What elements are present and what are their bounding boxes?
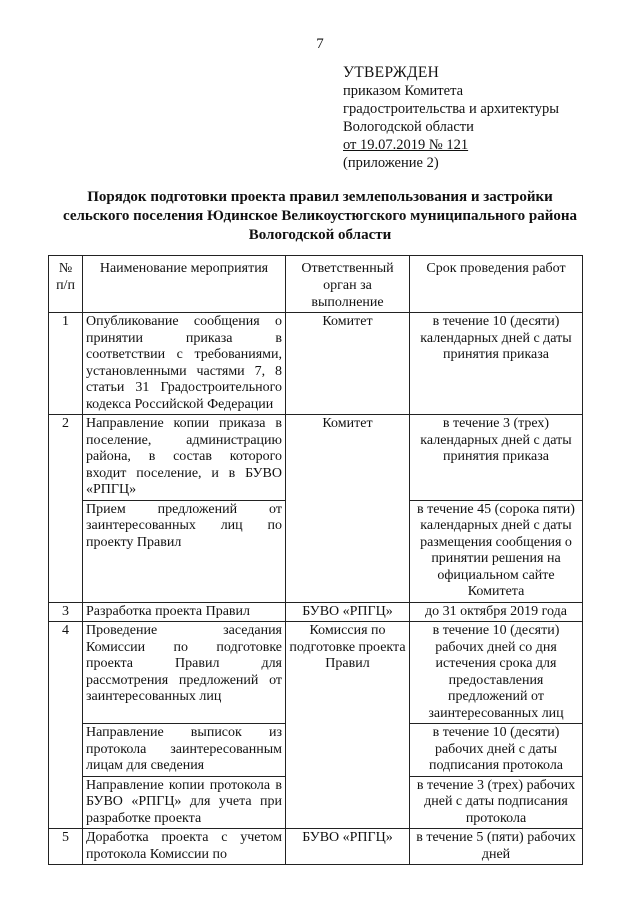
action-cell: Опубликование сообщения о принятии приказа в соответствии с требованиями, установленными частями 7, 8 статьи 31 Градостроительного кодекса Российской Федерации xyxy=(83,313,286,415)
row-number: 2 xyxy=(49,415,83,603)
action-cell: Направление копии приказа в поселение, администрацию района, в состав которого входит поселение, и в БУВО «РПГЦ» xyxy=(83,415,286,501)
title-line: Порядок подготовки проекта правил землепользования и застройки xyxy=(87,189,553,205)
row-number: 1 xyxy=(49,313,83,415)
term-cell: в течение 10 (десяти) рабочих дней со дня истечения срока для предоставления предложений от заинтересованных лиц xyxy=(410,622,583,724)
header-action: Наименование мероприятия xyxy=(83,256,286,313)
page-number: 7 xyxy=(316,36,324,52)
approval-stamp: УТВЕРЖДЕН xyxy=(343,64,440,81)
responsible-cell: Комитет xyxy=(286,415,410,603)
action-cell: Проведение заседания Комиссии по подготовке проекта Правил для рассмотрения предложений от заинтересованных лиц xyxy=(83,622,286,724)
header-responsible: Ответственный орган за выполнение xyxy=(286,256,410,313)
header-num: № п/п xyxy=(49,256,83,313)
responsible-cell: БУВО «РПГЦ» xyxy=(286,829,410,865)
title-line: сельского поселения Юдинское Великоустюгского муниципального района xyxy=(63,208,577,224)
term-cell: в течение 3 (трех) календарных дней с даты принятия приказа xyxy=(410,415,583,501)
document-title xyxy=(40,188,600,245)
action-cell: Прием предложений от заинтересованных лиц по проекту Правил xyxy=(83,500,286,602)
responsible-cell: Комиссия по подготовке проекта Правил xyxy=(286,622,410,829)
term-cell: до 31 октября 2019 года xyxy=(410,602,583,622)
action-cell: Разработка проекта Правил xyxy=(83,602,286,622)
approval-line: Вологодской области xyxy=(343,119,474,135)
schedule-table xyxy=(48,255,583,865)
table-row xyxy=(49,313,583,415)
term-cell: в течение 45 (сорока пяти) календарных дней с даты размещения сообщения о принятии решения на официальном сайте Комитета xyxy=(410,500,583,602)
table-row xyxy=(49,602,583,622)
action-cell: Доработка проекта с учетом протокола Комиссии по xyxy=(83,829,286,865)
row-number: 3 xyxy=(49,602,83,622)
term-cell: в течение 3 (трех) рабочих дней с даты подписания протокола xyxy=(410,776,583,829)
responsible-cell: БУВО «РПГЦ» xyxy=(286,602,410,622)
term-cell: в течение 10 (десяти) рабочих дней с даты подписания протокола xyxy=(410,724,583,777)
row-number: 5 xyxy=(49,829,83,865)
term-cell: в течение 10 (десяти) календарных дней с даты принятия приказа xyxy=(410,313,583,415)
approval-order-ref: от 19.07.2019 № 121 xyxy=(343,137,469,153)
header-term: Срок проведения работ xyxy=(410,256,583,313)
term-cell: в течение 5 (пяти) рабочих дней xyxy=(410,829,583,865)
approval-appendix: (приложение 2) xyxy=(343,155,439,171)
approval-line: градостроительства и архитектуры xyxy=(343,101,560,117)
approval-block xyxy=(343,64,559,172)
action-cell: Направление копии протокола в БУВО «РПГЦ» для учета при разработке проекта xyxy=(83,776,286,829)
table-row xyxy=(49,829,583,865)
table-row xyxy=(49,622,583,724)
row-number: 4 xyxy=(49,622,83,829)
approval-line: приказом Комитета xyxy=(343,83,464,99)
responsible-cell: Комитет xyxy=(286,313,410,415)
table-row xyxy=(49,415,583,501)
table-header-row xyxy=(49,256,583,313)
action-cell: Направление выписок из протокола заинтересованным лицам для сведения xyxy=(83,724,286,777)
title-line: Вологодской области xyxy=(248,227,392,243)
